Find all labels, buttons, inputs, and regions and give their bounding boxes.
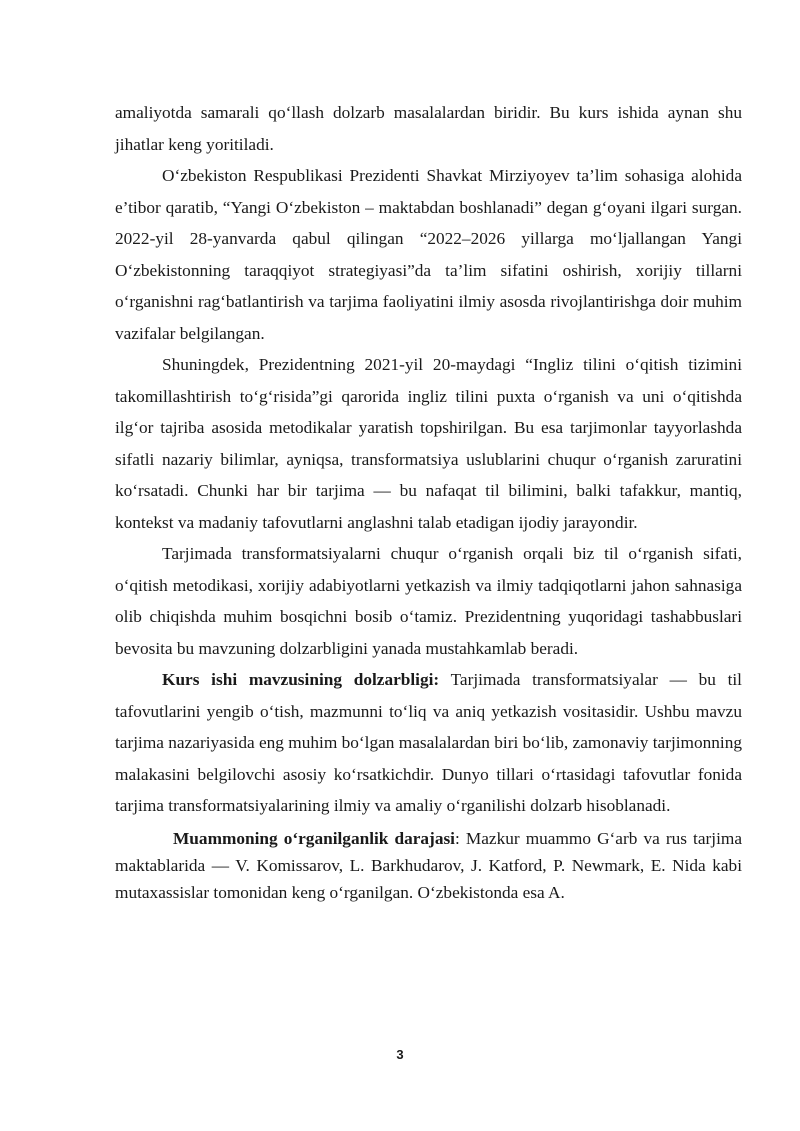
study-level-heading: Muammoning o‘rganilganlik darajasi	[173, 828, 455, 848]
paragraph-4	[115, 538, 742, 664]
page-number: 3	[396, 1047, 404, 1062]
paragraph-1	[115, 97, 742, 160]
paragraph-text: Tarjimada transformatsiyalarni chuqur o‘rganish orqali biz til o‘rganish sifati, o‘qitish metodikasi, xorijiy adabiyotlarni yetkazish va ilmiy tadqiqotlarni jahon sahnasiga olib chiqishda muhim bosqichni bosib o‘tamiz. Prezidentning yuqoridagi tashabbuslari bevosita bu mavzuning dolzarbligini yanada mustahkamlab beradi.	[115, 544, 742, 658]
paragraph-text: Shuningdek, Prezidentning 2021-yil 20-maydagi “Ingliz tilini o‘qitish tizimini takomillashtirish to‘g‘risida”gi qarorida ingliz tilini puxta o‘rganish va uni o‘qitishda ilg‘or tajriba asosida metodikalar yaratish topshirilgan. Bu esa tarjimonlar tayyorlashda sifatli nazariy bilimlar, ayniqsa, transformatsiya uslublarini chuqur o‘rganish zaruratini ko‘rsatadi. Chunki har bir tarjima — bu nafaqat til bilimini, balki tafakkur, mantiq, kontekst va madaniy tafovutlarni anglashni talab etadigan ijodiy jarayondir.	[115, 355, 742, 532]
paragraph-text: amaliyotda samarali qo‘llash dolzarb masalalardan biridir. Bu kurs ishida aynan shu jihatlar keng yoritiladi.	[115, 103, 742, 154]
document-body	[115, 97, 742, 906]
paragraph-2	[115, 160, 742, 349]
paragraph-text: : Mazkur muammo G‘arb va rus tarjima maktablarida — V. Komissarov, L. Barkhudarov, J. Katford, P. Newmark, E. Nida kabi mutaxassislar tomonidan keng o‘rganilgan. O‘zbekistonda esa A.	[115, 828, 742, 902]
paragraph-text: O‘zbekiston Respublikasi Prezidenti Shavkat Mirziyoyev ta’lim sohasiga alohida e’tibor qaratib, “Yangi O‘zbekiston – maktabdan boshlanadi” degan g‘oyani ilgari surgan. 2022-yil 28-yanvarda qabul qilingan “2022–2026 yillarga mo‘ljallangan Yangi O‘zbekistonning taraqqiyot strategiyasi”da ta’lim sifatini oshirish, xorijiy tillarni o‘rganishni rag‘batlantirish va tarjima faoliyatini ilmiy asosda rivojlantirishga doir muhim vazifalar belgilangan.	[115, 166, 742, 343]
paragraph-relevance	[115, 664, 742, 822]
paragraph-3	[115, 349, 742, 538]
paragraph-study-level	[115, 825, 742, 906]
relevance-heading: Kurs ishi mavzusining dolzarbligi:	[162, 670, 440, 689]
paragraph-text: Tarjimada transformatsiyalar — bu til tafovutlarini yengib o‘tish, mazmunni to‘liq va aniq yetkazish vositasidir. Ushbu mavzu tarjima nazariyasida eng muhim bo‘lgan masalalardan biri bo‘lib, zamonaviy tarjimonning malakasini belgilovchi asosiy ko‘rsatkichdir. Dunyo tillari o‘rtasidagi tafovutlar fonida tarjima transformatsiyalarining ilmiy va amaliy o‘rganilishi dolzarb hisoblanadi.	[115, 670, 742, 815]
